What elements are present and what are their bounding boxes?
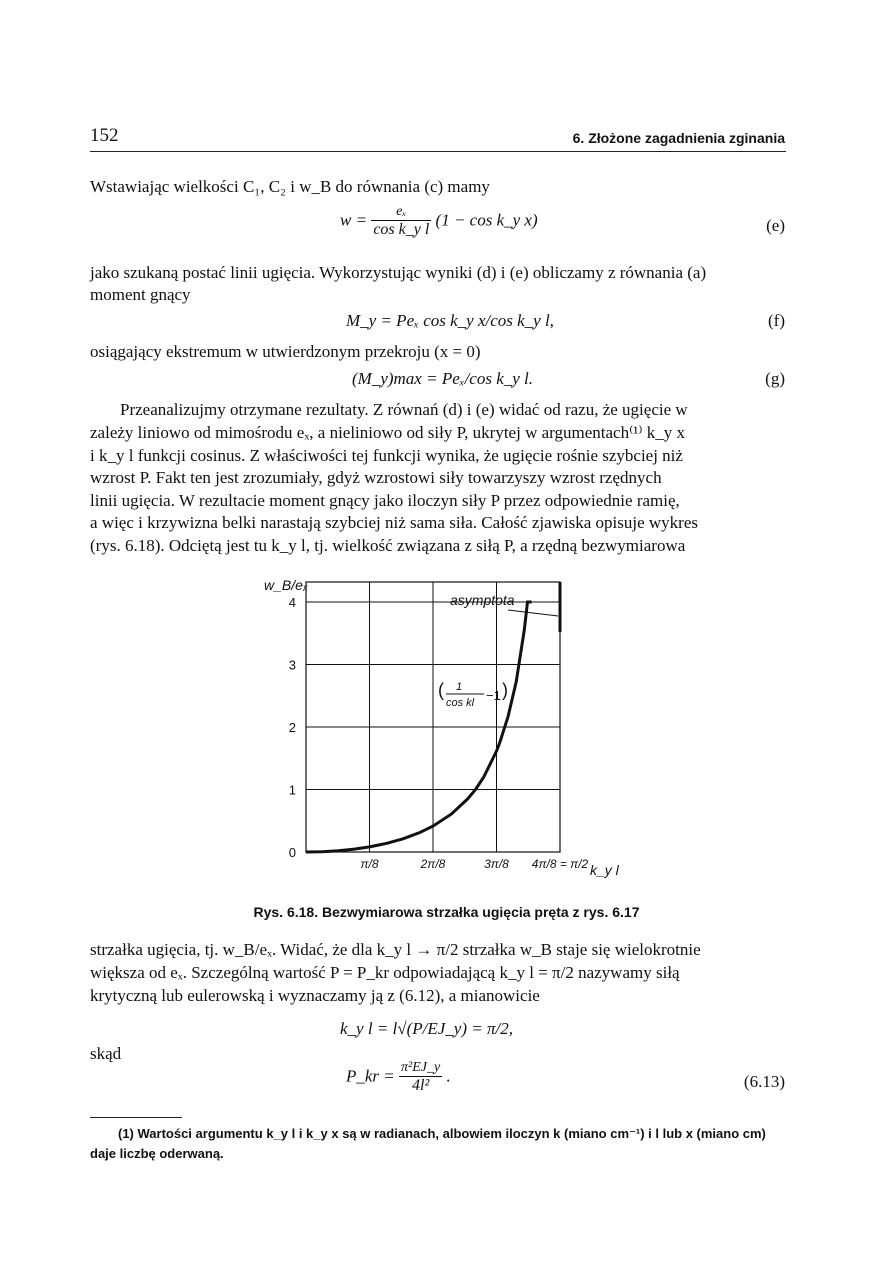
x-tick-label: π/8 bbox=[360, 857, 379, 871]
text-line: osiągający ekstremum w utwierdzonym przekroju (x = 0) bbox=[90, 342, 481, 361]
curve-formula-tail: −1 bbox=[486, 688, 501, 703]
x-tick-label: 4π/8 = π/2 bbox=[531, 857, 589, 871]
curve-formula-denominator: cos kl bbox=[446, 697, 475, 709]
equation-e-fraction bbox=[371, 204, 431, 239]
equation-kl: k_y l = l√(P/EJ_y) = π/2, bbox=[340, 1019, 513, 1038]
figure-caption: Rys. 6.18. Bezwymiarowa strzałka ugięcia pręta z rys. 6.17 bbox=[253, 904, 640, 920]
x-tick-label: 3π/8 bbox=[484, 857, 509, 871]
text-line: krytyczną lub eulerowską i wyznaczamy ją z (6.12), a mianowicie bbox=[90, 986, 540, 1005]
y-tick-label: 3 bbox=[288, 657, 296, 673]
equation-e-rest: (1 − cos k_y x) bbox=[435, 210, 538, 230]
x-tick-label: 2π/8 bbox=[420, 857, 446, 871]
y-tick-label: 0 bbox=[288, 845, 296, 860]
equation-pkr-lhs: P_kr = bbox=[346, 1066, 395, 1086]
text-line: (rys. 6.18). Odciętą jest tu k_y l, tj. wielkość związana z siłą P, a rzędną bezwymiarowa bbox=[90, 536, 686, 555]
equation-g-label: (g) bbox=[765, 369, 785, 388]
footnote: (1) Wartości argumentu k_y l i k_y x są w radianach, albowiem iloczyn k (miano cm⁻¹) i l lub x (miano cm) daje liczbę oderwaną. bbox=[90, 1126, 766, 1161]
y-axis-label: w_B/eₓ bbox=[264, 577, 309, 593]
text-line: strzałka ugięcia, tj. w_B/eₓ. Widać, że dla k_y l → π/2 strzałka w_B staje się wielokrotnie bbox=[90, 940, 701, 959]
equation-pkr-numerator: π²EJ_y bbox=[401, 1060, 441, 1075]
y-tick-label: 2 bbox=[288, 720, 296, 735]
equation-pkr bbox=[346, 1060, 451, 1095]
page-number: 152 bbox=[90, 125, 119, 146]
text-line: linii ugięcia. W rezultacie moment gnący jako iloczyn siły P przez odpowiednie ramię, bbox=[90, 491, 680, 510]
text-line: a więc i krzywizna belki narastają szybciej niż sama siła. Całość zjawiska opisuje wykres bbox=[90, 513, 699, 532]
header-rule bbox=[90, 151, 786, 152]
chart-grid bbox=[306, 582, 560, 852]
footnote-rule bbox=[90, 1117, 182, 1118]
deflection-chart bbox=[260, 570, 640, 890]
equation-pkr-label: (6.13) bbox=[743, 1072, 785, 1091]
curve-formula-numerator: 1 bbox=[456, 681, 463, 693]
intro-line: Wstawiając wielkości C₁, C₂ i w_B do równania (c) mamy bbox=[90, 177, 490, 196]
text-line: większa od eₓ. Szczególną wartość P = P_kr odpowiadającą k_y l = π/2 nazywamy siłą bbox=[90, 963, 680, 982]
y-tick-label: 1 bbox=[288, 782, 296, 798]
curve-formula-paren-close: ) bbox=[502, 680, 508, 700]
equation-e-lhs: w = bbox=[340, 210, 368, 230]
equation-e-numerator: eₓ bbox=[396, 204, 407, 219]
equation-pkr-denominator: 4l² bbox=[399, 1076, 442, 1095]
equation-e-label: (e) bbox=[766, 216, 785, 235]
chart-tick-labels bbox=[289, 595, 589, 871]
equation-pkr-tail: . bbox=[446, 1066, 451, 1086]
running-head: 6. Złożone zagadnienia zginania bbox=[572, 130, 785, 146]
text-line: moment gnący bbox=[90, 285, 191, 304]
text-line: jako szukaną postać linii ugięcia. Wykorzystując wyniki (d) i (e) obliczamy z równania (a) bbox=[90, 263, 707, 282]
equation-e bbox=[340, 204, 538, 239]
text-line: zależy liniowo od mimośrodu eₓ, a nieliniowo od siły P, ukrytej w argumentach⁽¹⁾ k_y x bbox=[90, 423, 686, 442]
curve-formula-paren-open: ( bbox=[438, 680, 444, 700]
equation-f: M_y = Peₓ cos k_y x/cos k_y l, bbox=[346, 311, 554, 330]
y-tick-label: 4 bbox=[288, 595, 296, 610]
text-line: i k_y l funkcji cosinus. Z właściwości tej funkcji wynika, że ugięcie rośnie szybciej niż bbox=[90, 446, 683, 465]
equation-pkr-fraction bbox=[399, 1060, 442, 1095]
curve-formula-label bbox=[438, 680, 508, 709]
equation-g: (M_y)max = Peₓ/cos k_y l. bbox=[352, 369, 534, 388]
skad-word: skąd bbox=[90, 1044, 122, 1063]
equation-f-label: (f) bbox=[768, 311, 785, 330]
text-line: Przeanalizujmy otrzymane rezultaty. Z równań (d) i (e) widać od razu, że ugięcie w bbox=[120, 400, 688, 419]
asymptote-label: asymptota bbox=[450, 592, 515, 608]
equation-e-denominator: cos k_y l bbox=[373, 221, 430, 238]
asymptote-leader-line bbox=[508, 610, 558, 616]
text-line: wzrost P. Fakt ten jest zrozumiały, gdyż wzrostowi siły towarzyszy wzrost rzędnych bbox=[90, 468, 662, 487]
x-axis-label: k_y l bbox=[590, 862, 619, 878]
